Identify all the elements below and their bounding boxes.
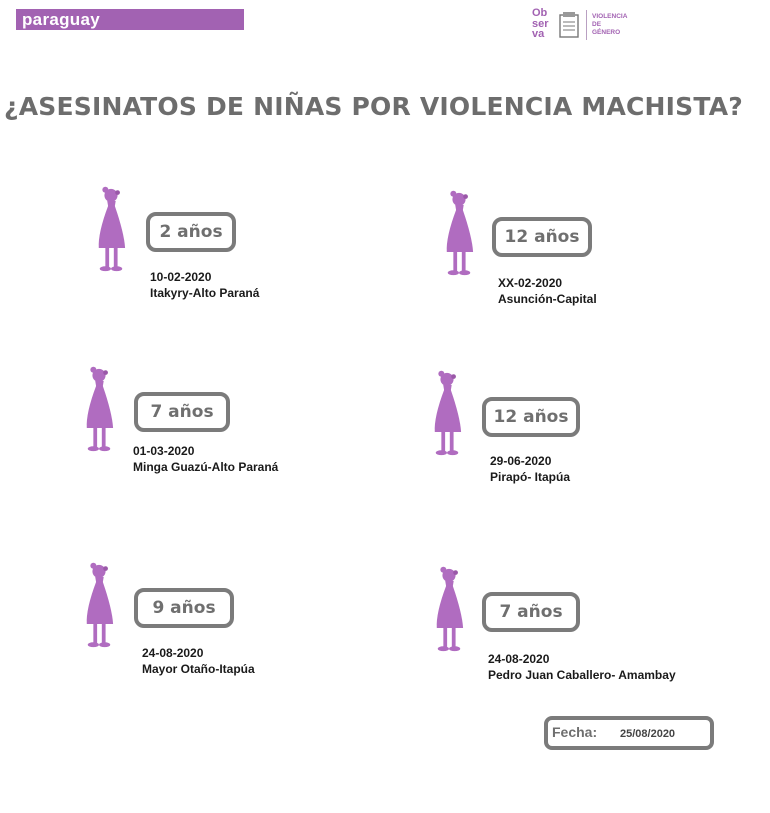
age-badge: 7 años	[134, 392, 230, 432]
observa-logo	[532, 8, 652, 44]
girl-silhouette-icon	[80, 562, 118, 656]
girl-silhouette-icon	[80, 366, 118, 460]
case-card	[92, 186, 392, 300]
case-place: Pirapó- Itapúa	[490, 470, 571, 484]
notepad-icon	[558, 11, 580, 39]
girl-silhouette-icon	[440, 190, 478, 284]
age-badge: 9 años	[134, 588, 234, 628]
case-card	[440, 190, 740, 306]
case-place: Asunción-Capital	[498, 292, 597, 306]
girl-silhouette-icon	[428, 370, 466, 464]
case-card	[430, 566, 740, 682]
girl-silhouette-icon	[92, 186, 130, 280]
case-date: 24-08-2020	[142, 646, 204, 660]
logo-divider	[586, 10, 587, 40]
case-place: Mayor Otaño-Itapúa	[142, 662, 255, 676]
case-place: Pedro Juan Caballero- Amambay	[488, 668, 676, 682]
case-date: 10-02-2020	[150, 270, 212, 284]
case-card	[80, 562, 380, 676]
date-label: Fecha:	[552, 724, 598, 740]
age-badge: 2 años	[146, 212, 236, 252]
page-title: ¿ASESINATOS DE NIÑAS POR VIOLENCIA MACHISTA?	[4, 92, 743, 121]
case-place: Itakyry-Alto Paraná	[150, 286, 260, 300]
girl-silhouette-icon	[430, 566, 468, 660]
case-date: 29-06-2020	[490, 454, 552, 468]
age-badge: 12 años	[482, 397, 580, 437]
case-place: Minga Guazú-Alto Paraná	[133, 460, 279, 474]
date-box	[544, 716, 714, 750]
logo-subtitle: VIOLENCIA DE GÉNERO	[592, 13, 628, 36]
age-badge: 12 años	[492, 217, 592, 257]
date-value: 25/08/2020	[620, 728, 676, 740]
case-card	[428, 370, 728, 484]
case-card	[80, 366, 380, 476]
case-date: XX-02-2020	[498, 276, 563, 290]
country-label: paraguay	[16, 9, 244, 30]
case-date: 01-03-2020	[133, 444, 195, 458]
age-badge: 7 años	[482, 592, 580, 632]
case-date: 24-08-2020	[488, 652, 550, 666]
logo-wordmark: Ob ser va	[532, 7, 549, 40]
